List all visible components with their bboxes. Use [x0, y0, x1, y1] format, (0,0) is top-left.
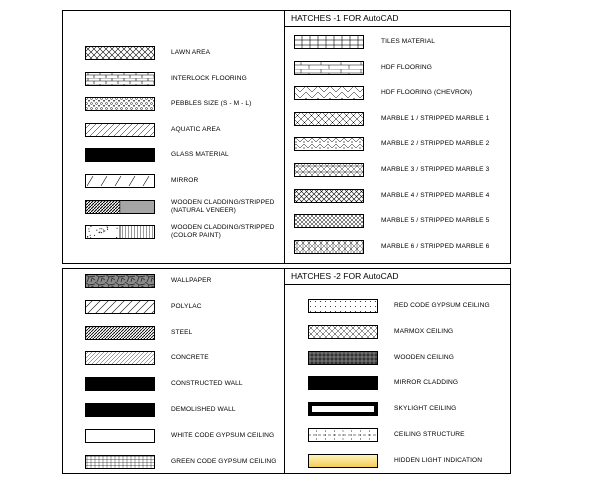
hatch-swatch-wallpaper [85, 274, 155, 288]
hatch-label: SKYLIGHT CEILING [394, 405, 457, 413]
hatch-swatch-marble2 [294, 137, 364, 151]
hatch-label: HDF FLOORING (CHEVRON) [381, 89, 473, 97]
hatch-swatch-aquatic [85, 123, 155, 137]
hatch-swatch-blank [85, 429, 155, 443]
hatch-swatch-marmox [308, 325, 378, 339]
hatch-label: MARBLE 6 / STRIPPED MARBLE 6 [381, 242, 490, 250]
hatch-swatch-marble3 [294, 163, 364, 177]
hatch-label: WALLPAPER [171, 277, 212, 284]
hatch-label: RED CODE GYPSUM CEILING [394, 302, 490, 309]
hatch-swatch-solid [85, 403, 155, 417]
hatch-label: MARBLE 4 / STRIPPED MARBLE 4 [381, 191, 490, 199]
hatch-label: GLASS MATERIAL [171, 151, 229, 159]
hatch-label: MIRROR CLADDING [394, 379, 459, 387]
hatch-swatch-marble4 [294, 189, 364, 203]
hatch-swatch-pebbles [85, 97, 155, 111]
hatch-swatch-lawn [85, 46, 155, 60]
hatch-swatch-marble6 [294, 240, 364, 254]
hatch-label: CONCRETE [171, 354, 209, 362]
hatch-swatch-polylac [85, 300, 155, 314]
hatch-label: CEILING STRUCTURE [394, 431, 465, 438]
hatch-swatch-dots [308, 299, 378, 313]
hatch-label: MARBLE 1 / STRIPPED MARBLE 1 [381, 114, 490, 122]
hatch-swatch-wood-paint [85, 225, 155, 239]
hatch-label: AQUATIC AREA [171, 125, 221, 133]
hatch-swatch-mirror [85, 174, 155, 188]
hatch-label: MARBLE 2 / STRIPPED MARBLE 2 [381, 140, 490, 148]
hatch-label: PEBBLES SIZE (S - M - L) [171, 100, 252, 108]
hatch-swatch-solid [85, 148, 155, 162]
hatches-2-divider [284, 268, 285, 474]
hatches-1-divider [284, 10, 285, 264]
hatch-swatch-chevron [294, 86, 364, 100]
hatch-swatch-steel [85, 326, 155, 340]
hatch-swatch-solid [85, 377, 155, 391]
hatches-1-title: HATCHES -1 FOR AutoCAD [284, 10, 511, 27]
hatch-swatch-wood-natural [85, 200, 155, 214]
hatch-label: GREEN CODE GYPSUM CEILING [171, 457, 277, 465]
hatch-swatch-wooden-ceiling [308, 351, 378, 365]
hatch-label: STEEL [171, 328, 193, 336]
hatch-label: WOODEN CLADDING/STRIPPED (NATURAL VENEER) [171, 198, 275, 214]
hatch-label: MARBLE 3 / STRIPPED MARBLE 3 [381, 166, 490, 173]
hatch-label: DEMOLISHED WALL [171, 406, 236, 413]
hatch-swatch-concrete [85, 351, 155, 365]
hatch-swatch-hidden-light [308, 454, 378, 468]
hatch-swatch-skylight [308, 402, 378, 416]
hatch-label: MARMOX CEILING [394, 327, 454, 335]
hatch-label: TILES MATERIAL [381, 38, 436, 45]
hatch-label: LAWN AREA [171, 49, 211, 56]
hatch-label: WOODEN CEILING [394, 353, 455, 361]
hatch-label: WHITE CODE GYPSUM CEILING [171, 431, 275, 439]
hatch-swatch-marble1 [294, 112, 364, 126]
hatch-label: WOODEN CLADDING/STRIPPED (COLOR PAINT) [171, 224, 275, 240]
hatch-label: MIRROR [171, 177, 199, 184]
hatch-swatch-interlock [85, 72, 155, 86]
hatch-label: MARBLE 5 / STRIPPED MARBLE 5 [381, 217, 490, 225]
hatch-label: INTERLOCK FLOORING [171, 74, 247, 82]
hatches-2-title: HATCHES -2 FOR AutoCAD [284, 268, 511, 285]
hatch-swatch-green-gypsum [85, 455, 155, 469]
hatch-swatch-tiles [294, 35, 364, 49]
hatch-label: POLYLAC [171, 302, 202, 310]
hatch-swatch-solid [308, 376, 378, 390]
hatch-label: HDF FLOORING [381, 63, 433, 71]
hatch-swatch-marble5 [294, 214, 364, 228]
hatch-swatch-ceiling-structure [308, 428, 378, 442]
hatch-swatch-hdf [294, 61, 364, 75]
hatch-label: CONSTRUCTED WALL [171, 380, 243, 388]
hatch-label: HIDDEN LIGHT INDICATION [394, 456, 483, 464]
